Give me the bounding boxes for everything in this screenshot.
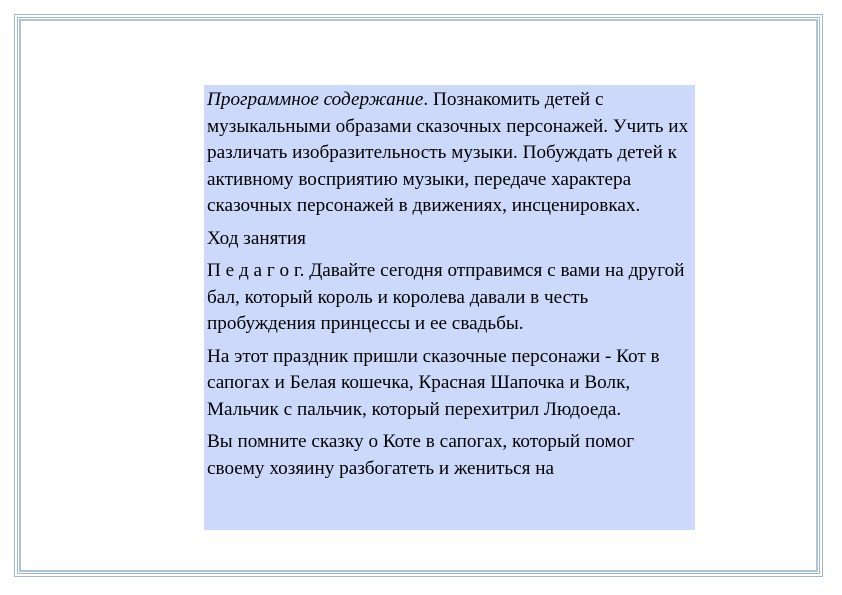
program-content-text: . Познакомить детей с музыкальными образами сказочных персонажей. Учить их различать изобразительность музыки. Побуждать детей к активному восприятию музыки, передаче характера сказочных персонажей в движениях, инсценировках.	[207, 89, 689, 216]
program-content-paragraph	[207, 87, 693, 220]
teacher-paragraph: П е д а г о г. Давайте сегодня отправимся с вами на другой бал, который король и королева давали в честь пробуждения принцессы и ее свадьбы.	[207, 260, 685, 334]
text-box[interactable]	[204, 85, 695, 530]
program-content-heading: Программное содержание	[207, 89, 424, 110]
lesson-progress-heading: Ход занятия	[207, 227, 306, 249]
puss-in-boots-paragraph: Вы помните сказку о Коте в сапогах, который помог своему хозяину разбогатеть и жениться на	[207, 431, 635, 479]
characters-paragraph: На этот праздник пришли сказочные персонажи - Кот в сапогах и Белая кошечка, Красная Шапочка и Волк, Мальчик с пальчик, который перехитрил Людоеда.	[207, 345, 660, 420]
